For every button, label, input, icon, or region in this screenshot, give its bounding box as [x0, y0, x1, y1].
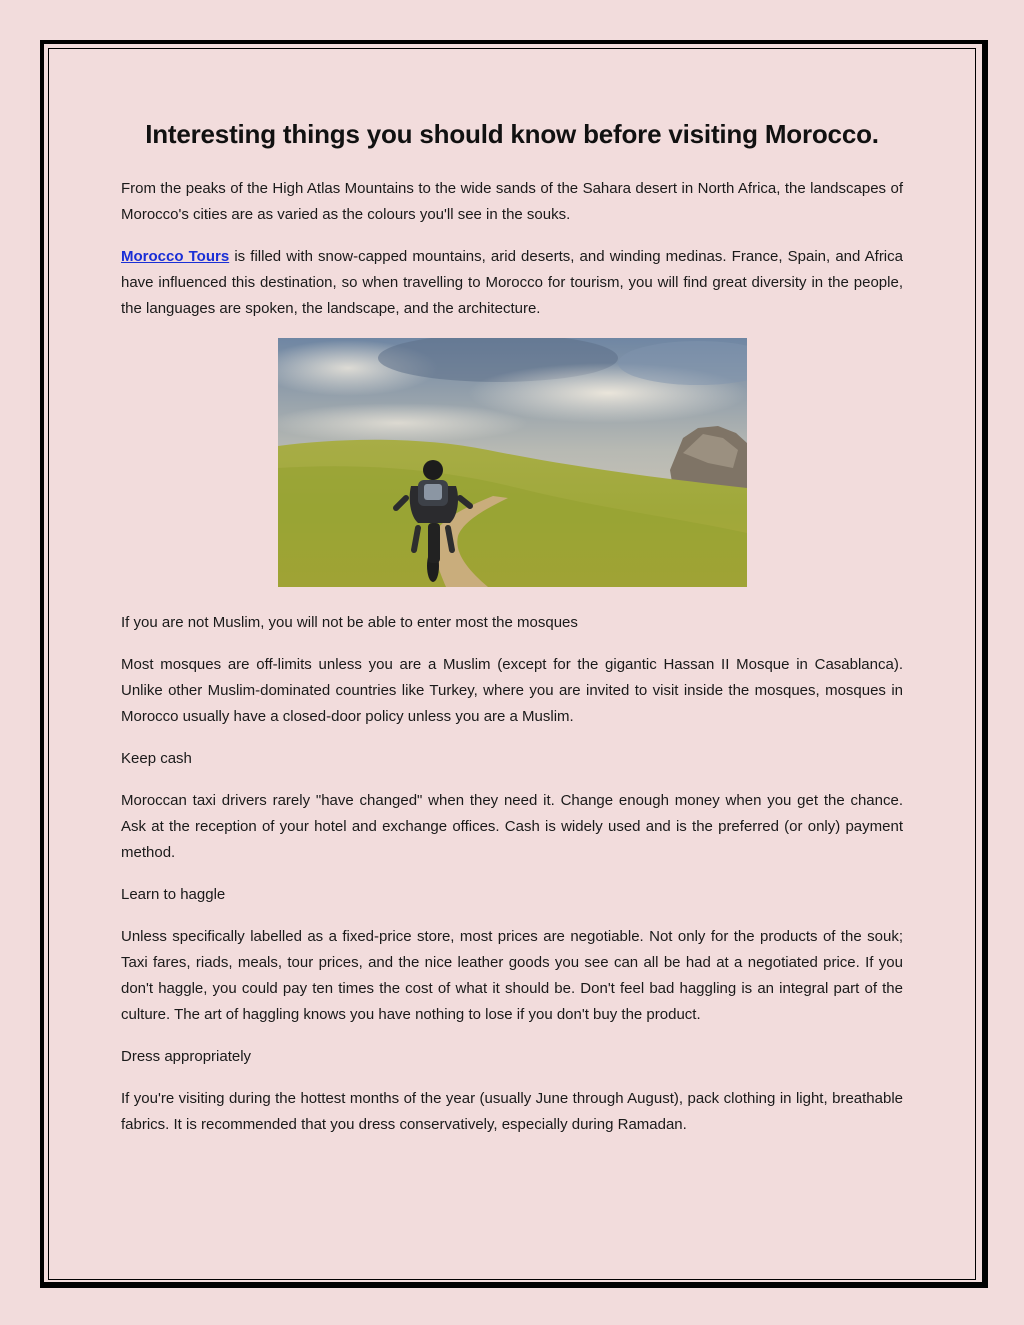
- section-body-cash: Moroccan taxi drivers rarely "have changed" when they need it. Change enough money when you get the chance. Ask at the reception of your hotel and exchange offices. Cash is widely used and is the preferred (or only) payment method.: [121, 791, 903, 861]
- tours-paragraph-text: is filled with snow-capped mountains, arid deserts, and winding medinas. France, Spain, and Africa have influenced this destination, so when travelling to Morocco for tourism, you will find great diversity in the people, the languages are spoken, the landscape, and the architecture.: [121, 247, 903, 317]
- morocco-tours-link[interactable]: Morocco Tours: [121, 247, 230, 265]
- section-heading-haggle: Learn to haggle: [121, 885, 226, 903]
- intro-paragraph: From the peaks of the High Atlas Mountains to the wide sands of the Sahara desert in North Africa, the landscapes of Morocco's cities are as varied as the colours you'll see in the souks.: [121, 179, 903, 223]
- section-body-dress: If you're visiting during the hottest months of the year (usually June through August), pack clothing in light, breathable fabrics. It is recommended that you dress conservatively, especially during Ramadan.: [121, 1089, 903, 1133]
- section-heading-mosques: If you are not Muslim, you will not be able to enter most the mosques: [121, 613, 578, 631]
- section-body-haggle: Unless specifically labelled as a fixed-price store, most prices are negotiable. Not only for the products of the souk; Taxi fares, riads, meals, tour prices, and the nice leather goods you see can all be had at a negotiated price. If you don't haggle, you could pay ten times the cost of what it should be. Don't feel bad haggling is an integral part of the culture. The art of haggling knows you have nothing to lose if you don't buy the product.: [121, 927, 903, 1023]
- document-title: Interesting things you should know before visiting Morocco.: [145, 119, 879, 149]
- section-heading-dress: Dress appropriately: [121, 1047, 252, 1065]
- section-body-mosques: Most mosques are off-limits unless you are a Muslim (except for the gigantic Hassan II Mosque in Casablanca). Unlike other Muslim-dominated countries like Turkey, where you are invited to visit inside the mosques, mosques in Morocco usually have a closed-door policy unless you are a Muslim.: [121, 655, 903, 725]
- section-heading-cash: Keep cash: [121, 749, 192, 767]
- document-body: [121, 118, 903, 1154]
- tours-paragraph: [121, 244, 903, 322]
- cyclist-on-hillside-photo: [278, 338, 747, 587]
